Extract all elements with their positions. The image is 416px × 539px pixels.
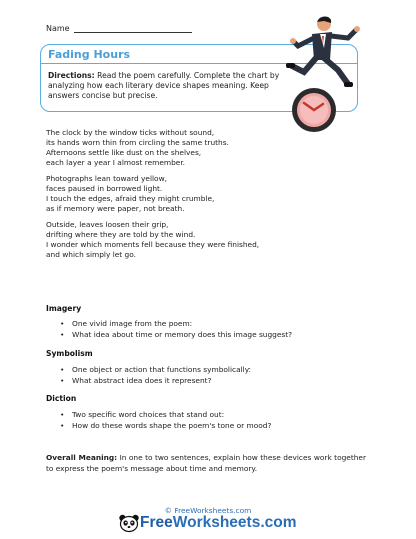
footer-url[interactable]: © FreeWorksheets.com bbox=[164, 506, 252, 515]
poem-line: drifting where they are told by the wind. bbox=[46, 230, 196, 239]
poem-stanza bbox=[46, 174, 296, 214]
running-man-clock-icon bbox=[276, 14, 386, 132]
poem-line: The clock by the window ticks without sound, bbox=[46, 128, 215, 137]
name-label: Name bbox=[46, 24, 70, 33]
diction-heading: Diction bbox=[46, 394, 77, 403]
name-field-row bbox=[46, 24, 192, 33]
directions-label: Directions: bbox=[48, 71, 95, 80]
poem-stanza bbox=[46, 128, 296, 168]
poem-line: I wonder which moments fell because they were finished, bbox=[46, 240, 260, 249]
poem-stanza bbox=[46, 220, 296, 260]
directions bbox=[48, 71, 288, 101]
brand-rest: Worksheets.com bbox=[172, 514, 297, 531]
directions-text: Read the poem carefully. Complete the chart by analyzing how each literary device shapes meaning. Keep answers concise but precise. bbox=[48, 71, 280, 100]
poem-line: Afternoons settle like dust on the shelves, bbox=[46, 148, 202, 157]
poem-line: each layer a year I almost remember. bbox=[46, 158, 186, 167]
poem bbox=[46, 128, 296, 266]
list-item: • One object or action that functions symbolically: bbox=[60, 364, 251, 375]
overall-text: In one to two sentences, explain how these devices work together to express the poem's message about time and memory. bbox=[46, 453, 366, 473]
worksheet-title: Fading Hours bbox=[48, 48, 131, 61]
brand-name bbox=[140, 514, 297, 532]
poem-line: I touch the edges, afraid they might crumble, bbox=[46, 194, 215, 203]
overall-meaning bbox=[46, 453, 366, 474]
poem-line: faces paused in borrowed light. bbox=[46, 184, 163, 193]
imagery-bullets bbox=[60, 318, 292, 340]
poem-line: as if memory were paper, not breath. bbox=[46, 204, 185, 213]
brand-free: Free bbox=[140, 514, 173, 531]
poem-line: Outside, leaves loosen their grip, bbox=[46, 220, 169, 229]
imagery-heading: Imagery bbox=[46, 304, 82, 313]
list-item: • What idea about time or memory does this image suggest? bbox=[60, 329, 292, 340]
name-input-line[interactable] bbox=[74, 25, 192, 33]
list-item: • One vivid image from the poem: bbox=[60, 318, 292, 329]
symbolism-heading: Symbolism bbox=[46, 349, 93, 358]
poem-line: Photographs lean toward yellow, bbox=[46, 174, 167, 183]
list-item: • What abstract idea does it represent? bbox=[60, 375, 251, 386]
diction-bullets bbox=[60, 409, 271, 431]
poem-line: its hands worn thin from circling the same truths. bbox=[46, 138, 229, 147]
footer-logo[interactable] bbox=[118, 513, 297, 533]
list-item: • How do these words shape the poem's tone or mood? bbox=[60, 420, 271, 431]
overall-label: Overall Meaning: bbox=[46, 453, 118, 462]
list-item: • Two specific word choices that stand out: bbox=[60, 409, 271, 420]
poem-line: and which simply let go. bbox=[46, 250, 136, 259]
symbolism-bullets bbox=[60, 364, 251, 386]
panda-logo-icon bbox=[118, 513, 140, 533]
